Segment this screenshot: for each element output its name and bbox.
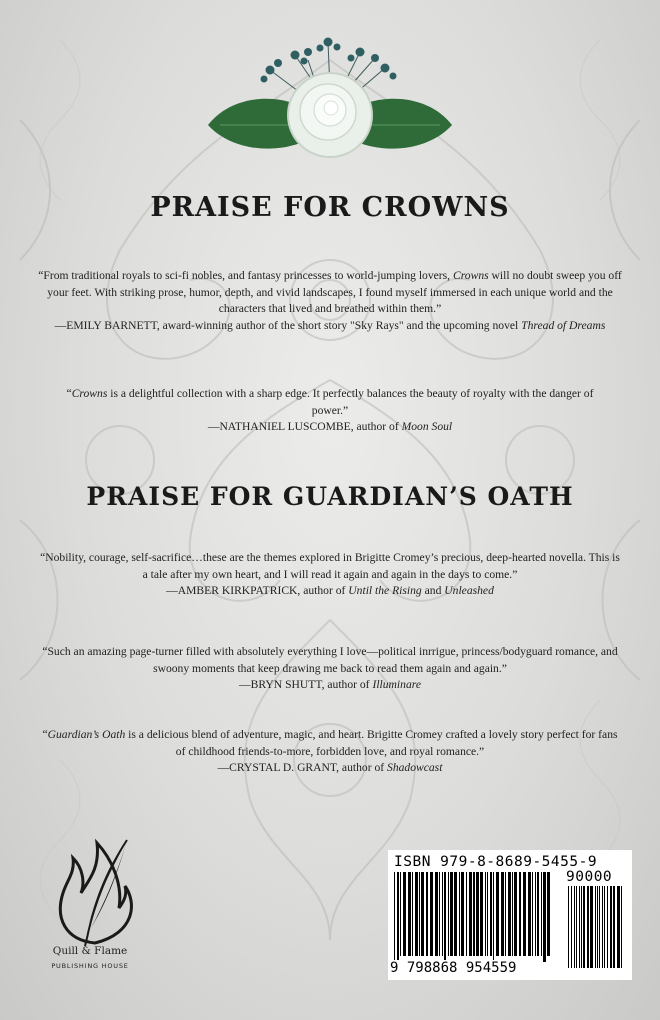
barcode-bar xyxy=(537,872,539,956)
barcode-bar xyxy=(579,886,580,968)
attribution: —NATHANIEL LUSCOMBE, author of Moon Soul xyxy=(207,420,453,433)
barcode-bar xyxy=(469,872,472,956)
barcode-bar xyxy=(430,872,433,956)
barcode-bar xyxy=(532,872,533,956)
barcode-bar xyxy=(439,872,440,956)
barcode-bar xyxy=(512,872,513,956)
barcode-bar xyxy=(571,886,572,968)
barcode-bar xyxy=(543,872,546,962)
barcode-bar xyxy=(403,872,406,956)
barcode-bar xyxy=(617,886,620,968)
barcode-bar xyxy=(466,872,467,956)
barcode-bar xyxy=(394,872,395,962)
barcode-bar xyxy=(412,872,413,956)
barcode-bar xyxy=(493,872,494,962)
quote-bryn-shutt: “Such an amazing page-turner filled with absolutely everything I love—political inrrigue, princess/bodyguard romance, and swoony moments that keep drawing me back to read them again and again.” —BRYN SHUTT, author of Illuminare xyxy=(42,645,618,691)
barcode-bar xyxy=(505,872,506,956)
barcode-bar xyxy=(419,872,420,956)
barcode-bar xyxy=(408,872,411,956)
barcode-bar xyxy=(415,872,418,956)
barcode-bar xyxy=(597,886,598,968)
barcode-bar xyxy=(459,872,460,956)
barcode-bar xyxy=(576,886,577,968)
barcode-bar xyxy=(568,886,569,968)
attribution: —CRYSTAL D. GRANT, author of Shadowcast xyxy=(217,761,443,774)
barcode-bar xyxy=(581,886,582,968)
barcode-bar xyxy=(397,872,399,962)
barcode-bar xyxy=(528,872,531,956)
barcode-bar xyxy=(444,872,446,962)
isbn-barcode xyxy=(388,850,632,980)
barcode-bar xyxy=(421,872,424,956)
barcode-bar xyxy=(541,872,542,956)
barcode-bar xyxy=(583,886,585,968)
barcode-bar xyxy=(461,872,464,956)
barcode-bar xyxy=(519,872,521,956)
attribution: —EMILY BARNETT, award-winning author of the short story "Sky Rays" and the upcoming novel Thread of Dreams xyxy=(54,318,606,332)
barcode-bar xyxy=(450,872,453,956)
barcode-bar xyxy=(523,872,526,956)
barcode-bar xyxy=(607,886,608,968)
barcode-bar xyxy=(602,886,603,968)
attribution: —BRYN SHUTT, author of Illuminare xyxy=(239,678,421,691)
barcode-bar xyxy=(473,872,475,956)
barcode-bar xyxy=(501,872,504,956)
barcode-bar xyxy=(487,872,488,956)
barcode-bar xyxy=(604,886,605,968)
barcode-bar xyxy=(476,872,479,956)
barcode-digits: 9 798868 954559 xyxy=(390,960,519,976)
barcode-bar xyxy=(508,872,511,956)
barcode-bar xyxy=(485,872,486,956)
barcode-bar xyxy=(480,872,483,956)
barcode-bar xyxy=(454,872,457,956)
barcode-bar xyxy=(621,886,622,968)
barcode-bar xyxy=(442,872,443,956)
praise-heading-crowns: PRAISE FOR CROWNS xyxy=(150,192,510,223)
barcode-bar xyxy=(490,872,492,956)
barcode-bar xyxy=(435,872,438,956)
quote-emily-barnett: “From traditional royals to sci-fi nobles, and fantasy princesses to world-jumping lovers, Crowns will no doubt sweep you off your feet. With striking prose, humor, depth, and vivid landscapes, I found myself immersed in each unique world and the characters that lived and breathed within them.” —EMILY BARNETT, award-winning author of the short story "Sky Rays" and the upcoming novel Thread of Dreams xyxy=(38,269,622,332)
quote-amber-kirkpatrick: “Nobility, courage, self-sacrifice…these are the themes explored in Brigitte Cromey’s precious, deep-hearted novella. This is a tale after my own heart, and I will read it again and again in the days to come.” —AMBER KIRKPATRICK, author of Until the Rising and Unleashed xyxy=(40,551,620,597)
barcode-bar xyxy=(574,886,575,968)
attribution: —AMBER KIRKPATRICK, author of Until the Rising and Unleashed xyxy=(166,584,494,597)
barcode-bar xyxy=(547,872,550,956)
quote-crystal-grant: “Guardian’s Oath is a delicious blend of adventure, magic, and heart. Brigitte Cromey crafted a lovely story perfect for fans of childhood friends-to-more, forbidden love, and royal romance.” —CRYSTAL D. GRANT, author of Shadowcast xyxy=(42,728,618,774)
barcode-bar xyxy=(496,872,499,956)
price-code: 90000 xyxy=(566,869,613,885)
barcode-bar xyxy=(610,886,612,968)
barcode-bar xyxy=(590,886,593,968)
publisher-tagline: PUBLISHING HOUSE xyxy=(51,962,129,970)
barcode-bar xyxy=(426,872,428,956)
barcode-bar xyxy=(400,872,401,956)
barcode-bar xyxy=(535,872,536,956)
quote-nathaniel-luscombe: “Crowns is a delightful collection with a sharp edge. It perfectly balances the beauty of royalty with the danger of power.” —NATHANIEL LUSCOMBE, author of Moon Soul xyxy=(66,387,594,433)
barcode-bars-addon xyxy=(568,886,624,974)
barcode-bar xyxy=(613,886,615,968)
barcode-bars-main xyxy=(394,872,552,962)
rose-ornament xyxy=(200,30,460,170)
praise-heading-guardians-oath: PRAISE FOR GUARDIAN’S OATH xyxy=(86,482,574,511)
barcode-bar xyxy=(599,886,600,968)
isbn-label: ISBN 979-8-8689-5455-9 xyxy=(394,854,598,870)
publisher-name: Quill & Flame xyxy=(52,945,128,957)
barcode-bar xyxy=(514,872,517,956)
barcode-bar xyxy=(595,886,596,968)
barcode-bar xyxy=(587,886,589,968)
barcode-bar xyxy=(448,872,449,956)
